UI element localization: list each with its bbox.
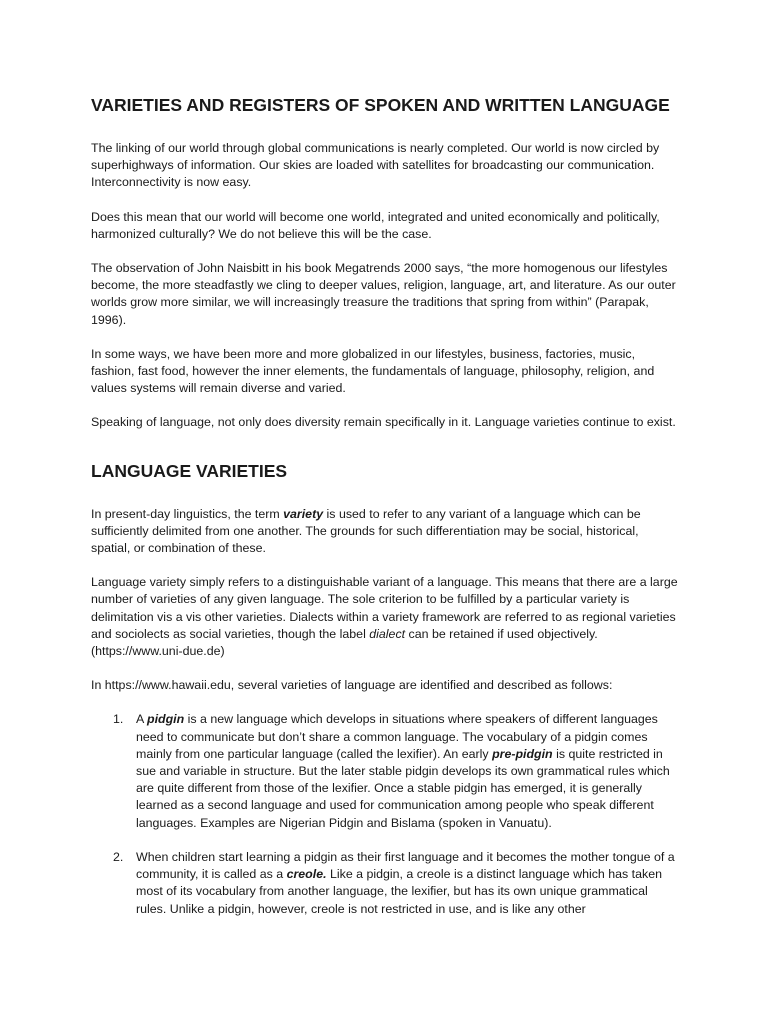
intro-paragraph-1: The linking of our world through global communications is nearly completed. Our world is now circled by superhighways of information. Our skies are loaded with satellites for broadcasting our communication. Interconnectivity is now easy. — [91, 141, 660, 190]
list-item-text: Like a pidgin, a creole is a distinct language which has taken most of its vocabulary from another language, the lexifier, but has its own unique grammatical rules. Unlike a pidgin, however, creole is not restricted in use, and is like any other — [136, 867, 662, 916]
list-item-text: A — [136, 712, 148, 727]
creole-term: creole. — [286, 867, 327, 882]
list-item — [91, 849, 681, 918]
intro-paragraph-3: The observation of John Naisbitt in his book Megatrends 2000 says, “the more homogenous our lifestyles become, the more steadfastly we cling to deeper values, religion, language, art, and literature. As our outer worlds grow more similar, we will increasingly treasure the traditions that spring from within” (Parapak, 1996). — [91, 261, 676, 327]
list-item-number: 1. — [113, 712, 124, 727]
variety-text-after: is used to refer to any variant of a language which can be sufficiently delimited from one another. The grounds for such differentiation may be social, historical, spatial, or combination of these. — [91, 506, 641, 556]
variety-paragraph — [91, 506, 681, 558]
list-item-number: 2. — [113, 849, 124, 864]
definition-paragraph — [91, 574, 681, 660]
dialect-term: dialect — [369, 626, 406, 641]
definition-source: (https://www.uni-due.de) — [91, 644, 225, 659]
list-item — [91, 711, 681, 831]
varieties-list — [91, 711, 681, 917]
pidgin-term: pidgin — [147, 712, 185, 727]
list-item-text: is quite restricted in sue and variable in structure. But the later stable pidgin develops its own grammatical rules which are quite different from those of the lexifier. Once a stable pidgin has emerged, it is generally learned as a second language and used for communication among people who speak different languages. Examples are Nigerian Pidgin and Bislama (spoken in Vanuatu). — [136, 746, 670, 830]
intro-paragraph-2: Does this mean that our world will become one world, integrated and united economically and politically, harmonized culturally? We do not believe this will be the case. — [91, 209, 660, 241]
definition-text-before: Language variety simply refers to a distinguishable variant of a language. This means that there are a large number of varieties of any given language. The sole criterion to be fulfilled by a particular variety is delimitation vis a vis other varieties. Dialects within a variety framework are referred to as regional varieties and sociolects as social varieties, though the label — [91, 575, 678, 641]
variety-text-before: In present-day linguistics, the term — [91, 506, 284, 521]
pre-pidgin-term: pre-pidgin — [492, 746, 553, 761]
variety-term: variety — [283, 506, 324, 521]
document-title: VARIETIES AND REGISTERS OF SPOKEN AND WRITTEN LANGUAGE — [91, 95, 670, 115]
section-heading: LANGUAGE VARIETIES — [91, 460, 288, 481]
hawaii-paragraph: In https://www.hawaii.edu, several varieties of language are identified and described as follows: — [91, 678, 613, 693]
document-page — [91, 94, 681, 935]
intro-paragraph-5: Speaking of language, not only does diversity remain specifically in it. Language varieties continue to exist. — [91, 415, 676, 430]
definition-text-after: can be retained if used objectively. — [405, 626, 598, 641]
list-item-text: When children start learning a pidgin as their first language and it becomes the mother tongue of a community, it is called as a — [136, 849, 675, 882]
list-item-text: is a new language which develops in situations where speakers of different languages need to communicate but don’t share a common language. The vocabulary of a pidgin comes mainly from one particular language (called the lexifier). An early — [136, 712, 658, 761]
intro-paragraph-4: In some ways, we have been more and more globalized in our lifestyles, business, factories, music, fashion, fast food, however the inner elements, the fundamentals of language, philosophy, religion, and values systems will remain diverse and varied. — [91, 346, 655, 396]
